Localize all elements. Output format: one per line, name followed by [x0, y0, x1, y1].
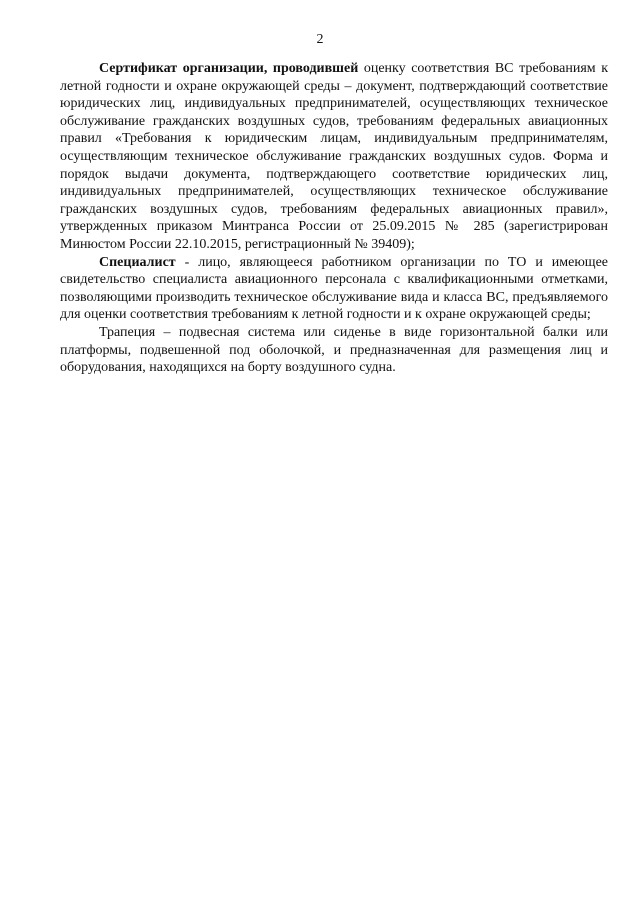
- term-certificate: Сертификат организации, проводившей: [99, 61, 359, 76]
- definition-certificate: [60, 60, 608, 254]
- definition-trapeze: [60, 324, 608, 377]
- definition-specialist: [60, 254, 608, 324]
- document-body: [60, 60, 608, 377]
- page-number: 2: [316, 32, 324, 47]
- term-specialist: Специалист: [99, 254, 176, 270]
- definition-trapeze-text: Трапеция – подвесная система или сиденье в виде горизонтальной балки или платформы, подвешенной под оболочкой, и предназначенная для размещения лиц и оборудования, находящихся на борту воздушного судна.: [60, 324, 608, 376]
- definition-certificate-text: оценку соответствия ВС требованиям к летной годности и охране окружающей среды – документ, подтверждающий соответствие юридических лиц, индивидуальных предпринимателей, осуществляющих техническое обслуживание гражданских воздушных судов, требованиям федеральных авиационных правил «Требования к юридическим лицам, индивидуальным предпринимателям, осуществляющим техническое обслуживание гражданских воздушных судов. Форма и порядок выдачи документа, подтверждающего соответствие юридических лиц, индивидуальных предпринимателей, осуществляющих техническое обслуживание гражданских воздушных судов, требованиям федеральных авиационных правил», утвержденных приказом Минтранса России от 25.09.2015 № 285 (зарегистрирован Минюстом России 22.10.2015, регистрационный № 39409);: [60, 61, 608, 252]
- definition-specialist-text: - лицо, являющееся работником организации по ТО и имеющее свидетельство специалиста авиационного персонала с квалификационными отметками, позволяющими производить техническое обслуживание вида и класса ВС, предъявляемого для оценки соответствия требованиям к летной годности и к охране окружающей среды;: [60, 254, 608, 323]
